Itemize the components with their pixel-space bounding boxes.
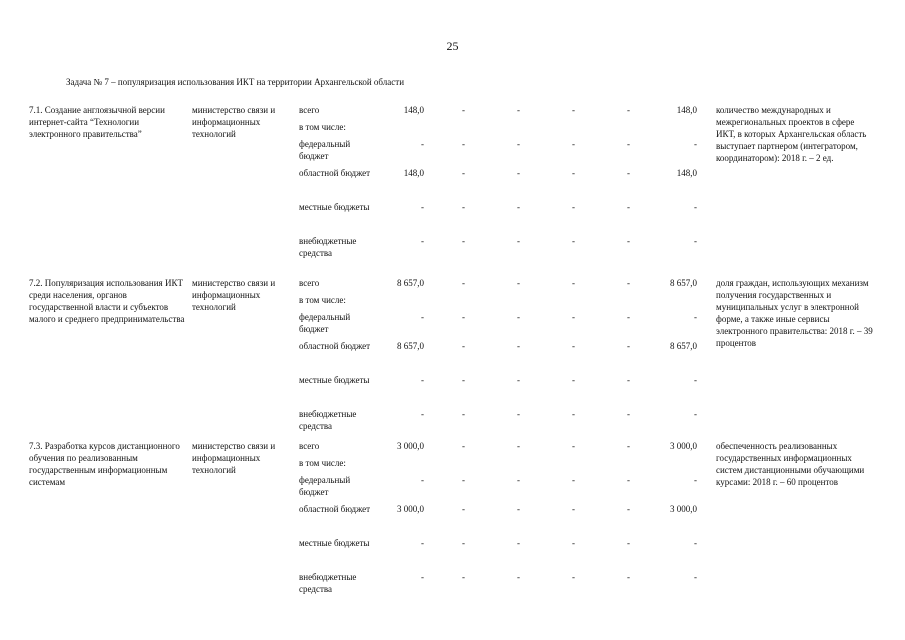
funding-value: - [627, 236, 630, 246]
funding-value: 3 000,0 [397, 504, 424, 514]
activity-result: количество международных и межрегиональных проектов в сфере ИКТ, в которых Архангельская область выступает партнером (интегратором, координатором): 2018 г. – 2 ед. [716, 105, 867, 163]
funding-value: - [627, 441, 630, 451]
task-title: Задача № 7 – популяризация использования ИКТ на территории Архангельской области [66, 77, 405, 87]
funding-value: - [462, 312, 465, 322]
funding-value: - [462, 168, 465, 178]
funding-value: - [421, 139, 424, 149]
funding-value: - [462, 236, 465, 246]
funding-row [0, 537, 905, 561]
funding-source-label: местные бюджеты [299, 375, 370, 385]
funding-source-label: внебюджетные средства [299, 409, 357, 431]
funding-value: - [421, 202, 424, 212]
funding-value: 8 657,0 [397, 278, 424, 288]
funding-value: - [462, 409, 465, 419]
funding-value: - [694, 139, 697, 149]
funding-value: - [694, 202, 697, 212]
funding-row [0, 311, 905, 335]
funding-value: - [627, 168, 630, 178]
funding-value: - [694, 572, 697, 582]
funding-value: - [694, 236, 697, 246]
funding-value: - [627, 375, 630, 385]
funding-row [0, 167, 905, 191]
funding-value: - [462, 278, 465, 288]
funding-value: - [462, 441, 465, 451]
funding-source-label: областной бюджет [299, 504, 371, 514]
funding-value: - [517, 105, 520, 115]
funding-value: - [572, 139, 575, 149]
funding-value: - [627, 572, 630, 582]
funding-source-label: федеральный бюджет [299, 139, 351, 161]
funding-row [0, 138, 905, 162]
activity-name: 7.3. Разработка курсов дистанционного обучения по реализованным государственным информационным системам [29, 441, 180, 487]
funding-value: - [572, 341, 575, 351]
funding-value: 8 657,0 [397, 341, 424, 351]
funding-value: - [421, 475, 424, 485]
funding-value: - [517, 139, 520, 149]
funding-value: - [627, 105, 630, 115]
funding-value: - [627, 341, 630, 351]
funding-value: - [421, 409, 424, 419]
funding-row [0, 503, 905, 527]
funding-value: 3 000,0 [670, 441, 697, 451]
funding-row [0, 374, 905, 398]
funding-value: 148,0 [403, 105, 424, 115]
funding-value: - [517, 409, 520, 419]
funding-value: - [421, 312, 424, 322]
funding-row [0, 474, 905, 498]
funding-value: - [627, 409, 630, 419]
funding-source-label: всего [299, 105, 320, 115]
funding-value: - [627, 312, 630, 322]
funding-value: - [694, 538, 697, 548]
activity-executor: министерство связи и информационных технологий [192, 278, 276, 312]
funding-source-label: внебюджетные средства [299, 572, 357, 594]
funding-value: - [694, 409, 697, 419]
funding-value: 148,0 [676, 168, 697, 178]
funding-source-label: всего [299, 278, 320, 288]
funding-value: 8 657,0 [670, 341, 697, 351]
funding-value: - [517, 341, 520, 351]
funding-value: - [572, 475, 575, 485]
funding-source-label: федеральный бюджет [299, 475, 351, 497]
funding-value: - [572, 572, 575, 582]
funding-row [0, 235, 905, 259]
funding-source-label: областной бюджет [299, 168, 371, 178]
funding-value: - [517, 441, 520, 451]
funding-value: - [627, 278, 630, 288]
funding-value: - [627, 475, 630, 485]
funding-value: - [627, 139, 630, 149]
activity-name: 7.1. Создание англоязычной версии интернет-сайта “Технологии электронного правительства” [29, 105, 165, 139]
page-number: 25 [446, 39, 459, 53]
funding-value: - [462, 475, 465, 485]
funding-source-label: областной бюджет [299, 341, 371, 351]
funding-value: - [694, 312, 697, 322]
funding-value: - [572, 236, 575, 246]
funding-value: 3 000,0 [670, 504, 697, 514]
funding-source-label: местные бюджеты [299, 202, 370, 212]
activity-name: 7.2. Популяризация использования ИКТ среди населения, органов государственной власти и субъектов малого и среднего предпринимательства [29, 278, 185, 324]
funding-value: - [462, 105, 465, 115]
funding-value: - [572, 168, 575, 178]
activity-result: обеспеченность реализованных государственных информационных систем дистанционными обучающими курсами: 2018 г. – 60 процентов [716, 441, 865, 487]
funding-value: - [517, 236, 520, 246]
funding-source-label: в том числе: [299, 295, 346, 305]
funding-value: - [572, 441, 575, 451]
funding-value: - [421, 236, 424, 246]
funding-value: - [462, 504, 465, 514]
funding-source-label: в том числе: [299, 122, 346, 132]
activity-executor: министерство связи и информационных технологий [192, 441, 276, 475]
funding-value: - [627, 538, 630, 548]
funding-value: - [462, 139, 465, 149]
funding-value: - [517, 538, 520, 548]
funding-value: 148,0 [676, 105, 697, 115]
funding-value: - [462, 572, 465, 582]
funding-source-label: федеральный бюджет [299, 312, 351, 334]
funding-value: - [517, 572, 520, 582]
funding-source-label: местные бюджеты [299, 538, 370, 548]
funding-row [0, 201, 905, 225]
funding-value: - [517, 475, 520, 485]
funding-value: - [421, 572, 424, 582]
funding-value: 148,0 [403, 168, 424, 178]
funding-value: - [572, 375, 575, 385]
funding-value: - [421, 538, 424, 548]
funding-value: - [572, 409, 575, 419]
funding-value: - [462, 538, 465, 548]
funding-value: - [517, 278, 520, 288]
funding-value: - [572, 105, 575, 115]
funding-row [0, 571, 905, 595]
funding-value: - [517, 312, 520, 322]
funding-source-label: внебюджетные средства [299, 236, 357, 258]
funding-value: - [517, 202, 520, 212]
funding-source-label: всего [299, 441, 320, 451]
funding-value: - [627, 504, 630, 514]
funding-value: - [694, 475, 697, 485]
activity-result: доля граждан, использующих механизм получения государственных и муниципальных услуг в электронной форме, а также иные сервисы электронного правительства: 2018 г. – 39 процентов [716, 278, 873, 348]
funding-value: - [462, 341, 465, 351]
funding-row [0, 340, 905, 364]
funding-source-label: в том числе: [299, 458, 346, 468]
funding-value: - [627, 202, 630, 212]
funding-value: - [517, 375, 520, 385]
funding-value: - [572, 202, 575, 212]
funding-value: - [694, 375, 697, 385]
funding-value: - [572, 312, 575, 322]
funding-value: - [572, 504, 575, 514]
funding-value: - [572, 278, 575, 288]
funding-value: - [517, 504, 520, 514]
funding-value: - [572, 538, 575, 548]
funding-row [0, 408, 905, 432]
funding-value: 8 657,0 [670, 278, 697, 288]
funding-value: - [462, 202, 465, 212]
funding-value: - [421, 375, 424, 385]
funding-value: - [462, 375, 465, 385]
funding-value: 3 000,0 [397, 441, 424, 451]
activity-executor: министерство связи и информационных технологий [192, 105, 276, 139]
funding-value: - [517, 168, 520, 178]
